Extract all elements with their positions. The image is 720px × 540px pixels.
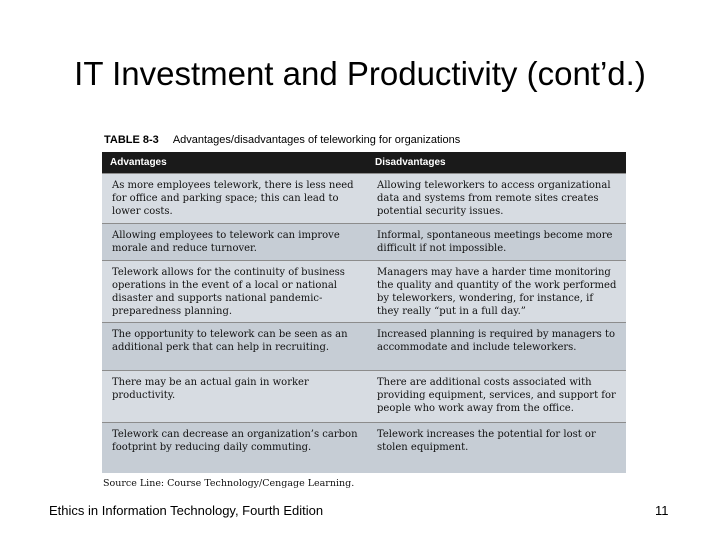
source-line: Source Line: Course Technology/Cengage Learning. [103,478,355,489]
disadvantage-cell: Informal, spontaneous meetings become more difficult if not impossible. [367,224,626,261]
table-row [102,261,626,323]
table-number: TABLE 8-3 [104,134,159,146]
advantage-cell: Allowing employees to telework can improve morale and reduce turnover. [102,224,367,261]
disadvantage-cell: There are additional costs associated with providing equipment, services, and support for people who work away from the office. [367,371,626,423]
slide-title: IT Investment and Productivity (cont’d.) [74,55,646,92]
footer-book-title: Ethics in Information Technology, Fourth Edition [49,503,324,518]
table-header-row [102,152,626,174]
table-row [102,224,626,261]
page-number: 11 [655,503,669,518]
table-row [102,174,626,224]
table-row [102,423,626,473]
advantage-cell: As more employees telework, there is less need for office and parking space; this can lead to lower costs. [102,174,367,224]
disadvantage-cell: Managers may have a harder time monitoring the quality and quantity of the work performed by teleworkers, wondering, for instance, if they really “put in a full day.” [367,261,626,323]
disadvantage-cell: Allowing teleworkers to access organizational data and systems from remote sites creates potential security issues. [367,174,626,224]
advantage-cell: Telework allows for the continuity of business operations in the event of a local or national disaster and supports national pandemic-preparedness planning. [102,261,367,323]
table-caption-text: Advantages/disadvantages of teleworking for organizations [172,134,461,146]
teleworking-table [102,152,626,473]
advantage-cell: There may be an actual gain in worker productivity. [102,371,367,423]
disadvantage-cell: Telework increases the potential for lost or stolen equipment. [367,423,626,473]
advantage-cell: The opportunity to telework can be seen as an additional perk that can help in recruiting. [102,323,367,371]
disadvantage-cell: Increased planning is required by managers to accommodate and include teleworkers. [367,323,626,371]
table-row [102,371,626,423]
column-header-advantages: Advantages [102,152,367,174]
table-row [102,323,626,371]
column-header-disadvantages: Disadvantages [367,152,626,174]
advantage-cell: Telework can decrease an organization’s carbon footprint by reducing daily commuting. [102,423,367,473]
table-caption [104,134,644,146]
